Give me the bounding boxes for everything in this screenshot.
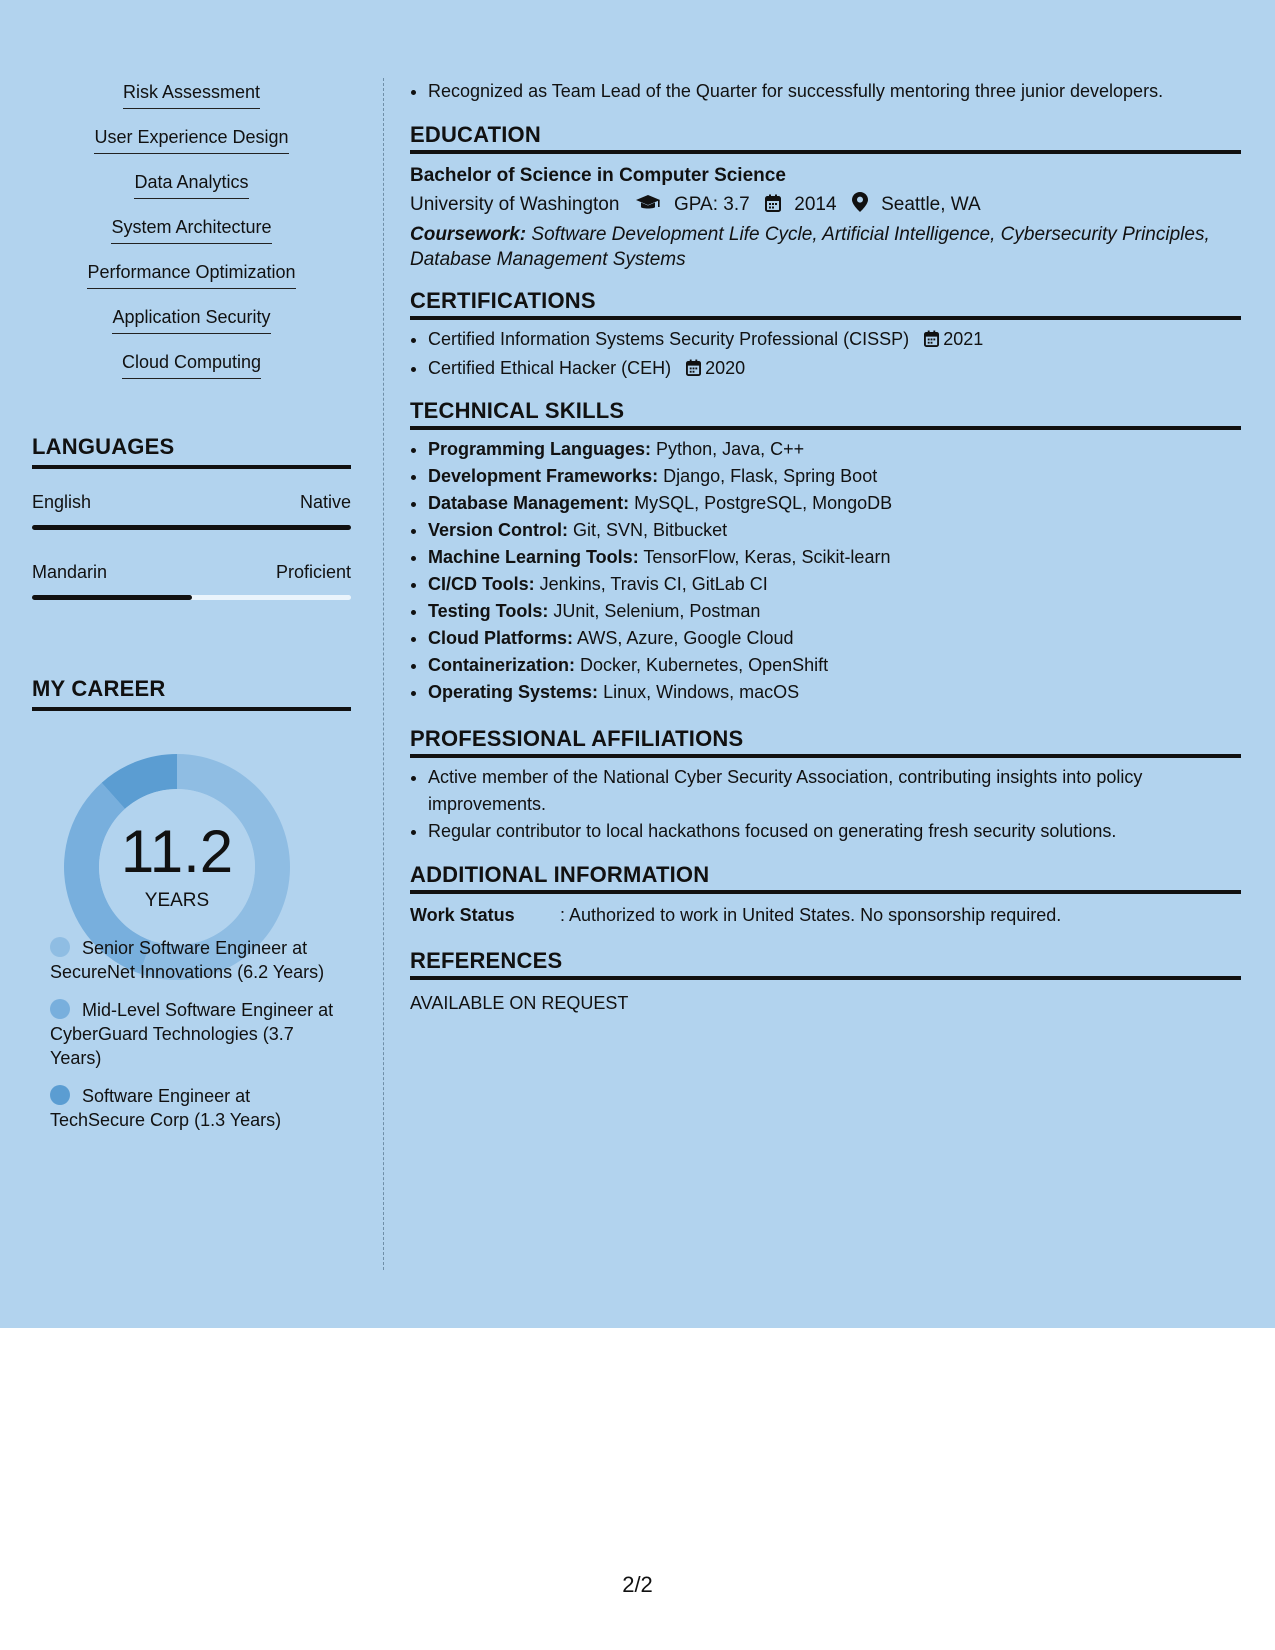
work-status-value: : Authorized to work in United States. No sponsorship required.: [560, 905, 1062, 925]
language-row-mandarin: [32, 562, 351, 583]
skill-values: Git, SVN, Bitbucket: [573, 520, 728, 540]
skill-tag: User Experience Design: [94, 125, 288, 154]
skill-values: Django, Flask, Spring Boot: [663, 466, 878, 486]
education-location: Seattle, WA: [881, 194, 981, 215]
technical-skills-list: [410, 436, 1241, 706]
certifications-list: [410, 326, 1241, 384]
education-details: [410, 190, 1241, 222]
certification-year: 2020: [705, 358, 746, 378]
legend-label: Mid-Level Software Engineer at CyberGuard Technologies (3.7 Years): [50, 1000, 334, 1068]
list-item: [428, 652, 1241, 679]
list-item: [32, 350, 351, 395]
skill-values: Docker, Kubernetes, OpenShift: [580, 655, 829, 675]
additional-info-section: [410, 862, 1241, 928]
career-legend: [50, 936, 340, 1146]
calendar-icon: [686, 357, 701, 384]
skill-category: Machine Learning Tools:: [428, 547, 639, 567]
skill-category: Testing Tools:: [428, 601, 549, 621]
language-name: English: [32, 492, 92, 512]
language-name: Mandarin: [32, 562, 108, 582]
language-bar-fill: [32, 525, 351, 530]
language-level: Proficient: [275, 562, 351, 582]
skill-category: Cloud Platforms:: [428, 628, 574, 648]
references-text: AVAILABLE ON REQUEST: [410, 993, 629, 1013]
language-row-english: [32, 492, 351, 513]
career-total-years: 11.2: [120, 818, 234, 885]
skill-category: Containerization:: [428, 655, 575, 675]
list-item: [428, 326, 1241, 355]
certifications-heading: CERTIFICATIONS: [410, 288, 1241, 320]
work-status-label: Work Status: [410, 905, 515, 925]
skill-category: CI/CD Tools:: [428, 574, 535, 594]
skill-category: Operating Systems:: [428, 682, 599, 702]
skill-values: TensorFlow, Keras, Scikit-learn: [643, 547, 891, 567]
references-section: [410, 948, 1241, 1016]
list-item: [428, 463, 1241, 490]
list-item: [32, 260, 351, 305]
list-item: [32, 125, 351, 170]
education-year: 2014: [794, 194, 837, 215]
experience-tail-list: [410, 78, 1259, 105]
graduation-cap-icon: [635, 192, 661, 222]
list-item: [32, 170, 351, 215]
list-item: [428, 571, 1241, 598]
legend-label: Senior Software Engineer at SecureNet Innovations (6.2 Years): [50, 938, 325, 982]
column-divider: [383, 78, 384, 1270]
language-level: Native: [299, 492, 351, 512]
skill-category: Development Frameworks:: [428, 466, 659, 486]
legend-item: [50, 936, 340, 984]
left-column: [32, 80, 351, 911]
language-bar-english: [32, 525, 351, 530]
skill-values: MySQL, PostgreSQL, MongoDB: [634, 493, 893, 513]
skill-values: Linux, Windows, macOS: [603, 682, 800, 702]
calendar-icon: [765, 192, 781, 222]
legend-item: [50, 1084, 340, 1132]
legend-dot: [50, 1085, 70, 1105]
list-item: [32, 215, 351, 260]
list-item: [428, 355, 1241, 384]
calendar-icon: [924, 328, 939, 355]
skill-values: Python, Java, C++: [656, 439, 805, 459]
skill-category: Programming Languages:: [428, 439, 652, 459]
work-status-row: [410, 902, 1241, 928]
list-item: [428, 490, 1241, 517]
language-bar-fill: [32, 595, 192, 600]
list-item: • Recognized as Team Lead of the Quarter for successfully mentoring three junior developers.: [428, 78, 1259, 105]
skill-tag: System Architecture: [111, 215, 271, 244]
list-item: [428, 544, 1241, 571]
legend-dot: [50, 937, 70, 957]
list-item: [428, 517, 1241, 544]
language-bar-mandarin: [32, 595, 351, 600]
skills-list: [32, 80, 351, 395]
affiliations-heading: PROFESSIONAL AFFILIATIONS: [410, 726, 1241, 758]
affiliations-list: [410, 764, 1241, 845]
skill-tag: Application Security: [112, 305, 270, 334]
skill-tag: Data Analytics: [134, 170, 248, 199]
list-item: [32, 305, 351, 350]
skill-tag: Risk Assessment: [123, 80, 260, 109]
skill-tag: Cloud Computing: [122, 350, 261, 379]
legend-item: [50, 998, 340, 1070]
education-degree: Bachelor of Science in Computer Science: [410, 165, 786, 186]
references-heading: REFERENCES: [410, 948, 1241, 980]
skill-category: Database Management:: [428, 493, 630, 513]
skill-values: Jenkins, Travis CI, GitLab CI: [539, 574, 768, 594]
certification-name: Certified Information Systems Security Professional (CISSP): [428, 329, 910, 349]
skill-category: Version Control:: [428, 520, 569, 540]
list-item: • Active member of the National Cyber Security Association, contributing insights into policy improvements.: [428, 764, 1241, 818]
list-item: [428, 598, 1241, 625]
languages-heading: LANGUAGES: [32, 434, 351, 469]
list-item: • Regular contributor to local hackathons focused on generating fresh security solutions.: [428, 818, 1241, 845]
technical-skills-section: [410, 398, 1241, 706]
affiliations-section: [410, 726, 1241, 845]
legend-label: Software Engineer at TechSecure Corp (1.3 Years): [50, 1086, 282, 1130]
career-heading: MY CAREER: [32, 676, 351, 711]
list-item: [428, 625, 1241, 652]
additional-info-heading: ADDITIONAL INFORMATION: [410, 862, 1241, 894]
page-number: 2/2: [622, 1572, 653, 1597]
certification-name: Certified Ethical Hacker (CEH): [428, 358, 672, 378]
list-item: [32, 80, 351, 125]
certification-year: 2021: [943, 329, 984, 349]
education-section: [410, 122, 1241, 272]
list-item: [428, 436, 1241, 463]
career-total-unit: YEARS: [144, 890, 210, 911]
coursework-list: Software Development Life Cycle, Artificial Intelligence, Cybersecurity Principles, Database Management Systems: [410, 224, 1210, 270]
coursework-label: Coursework:: [410, 224, 527, 245]
education-heading: EDUCATION: [410, 122, 1241, 154]
skill-tag: Performance Optimization: [87, 260, 295, 289]
education-gpa: GPA: 3.7: [674, 194, 750, 215]
location-pin-icon: [852, 192, 868, 222]
certifications-section: [410, 288, 1241, 384]
technical-skills-heading: TECHNICAL SKILLS: [410, 398, 1241, 430]
list-item: [428, 679, 1241, 706]
education-school: University of Washington: [410, 194, 620, 215]
skill-values: JUnit, Selenium, Postman: [553, 601, 761, 621]
education-coursework: [410, 222, 1241, 272]
skill-values: AWS, Azure, Google Cloud: [577, 628, 794, 648]
legend-dot: [50, 999, 70, 1019]
